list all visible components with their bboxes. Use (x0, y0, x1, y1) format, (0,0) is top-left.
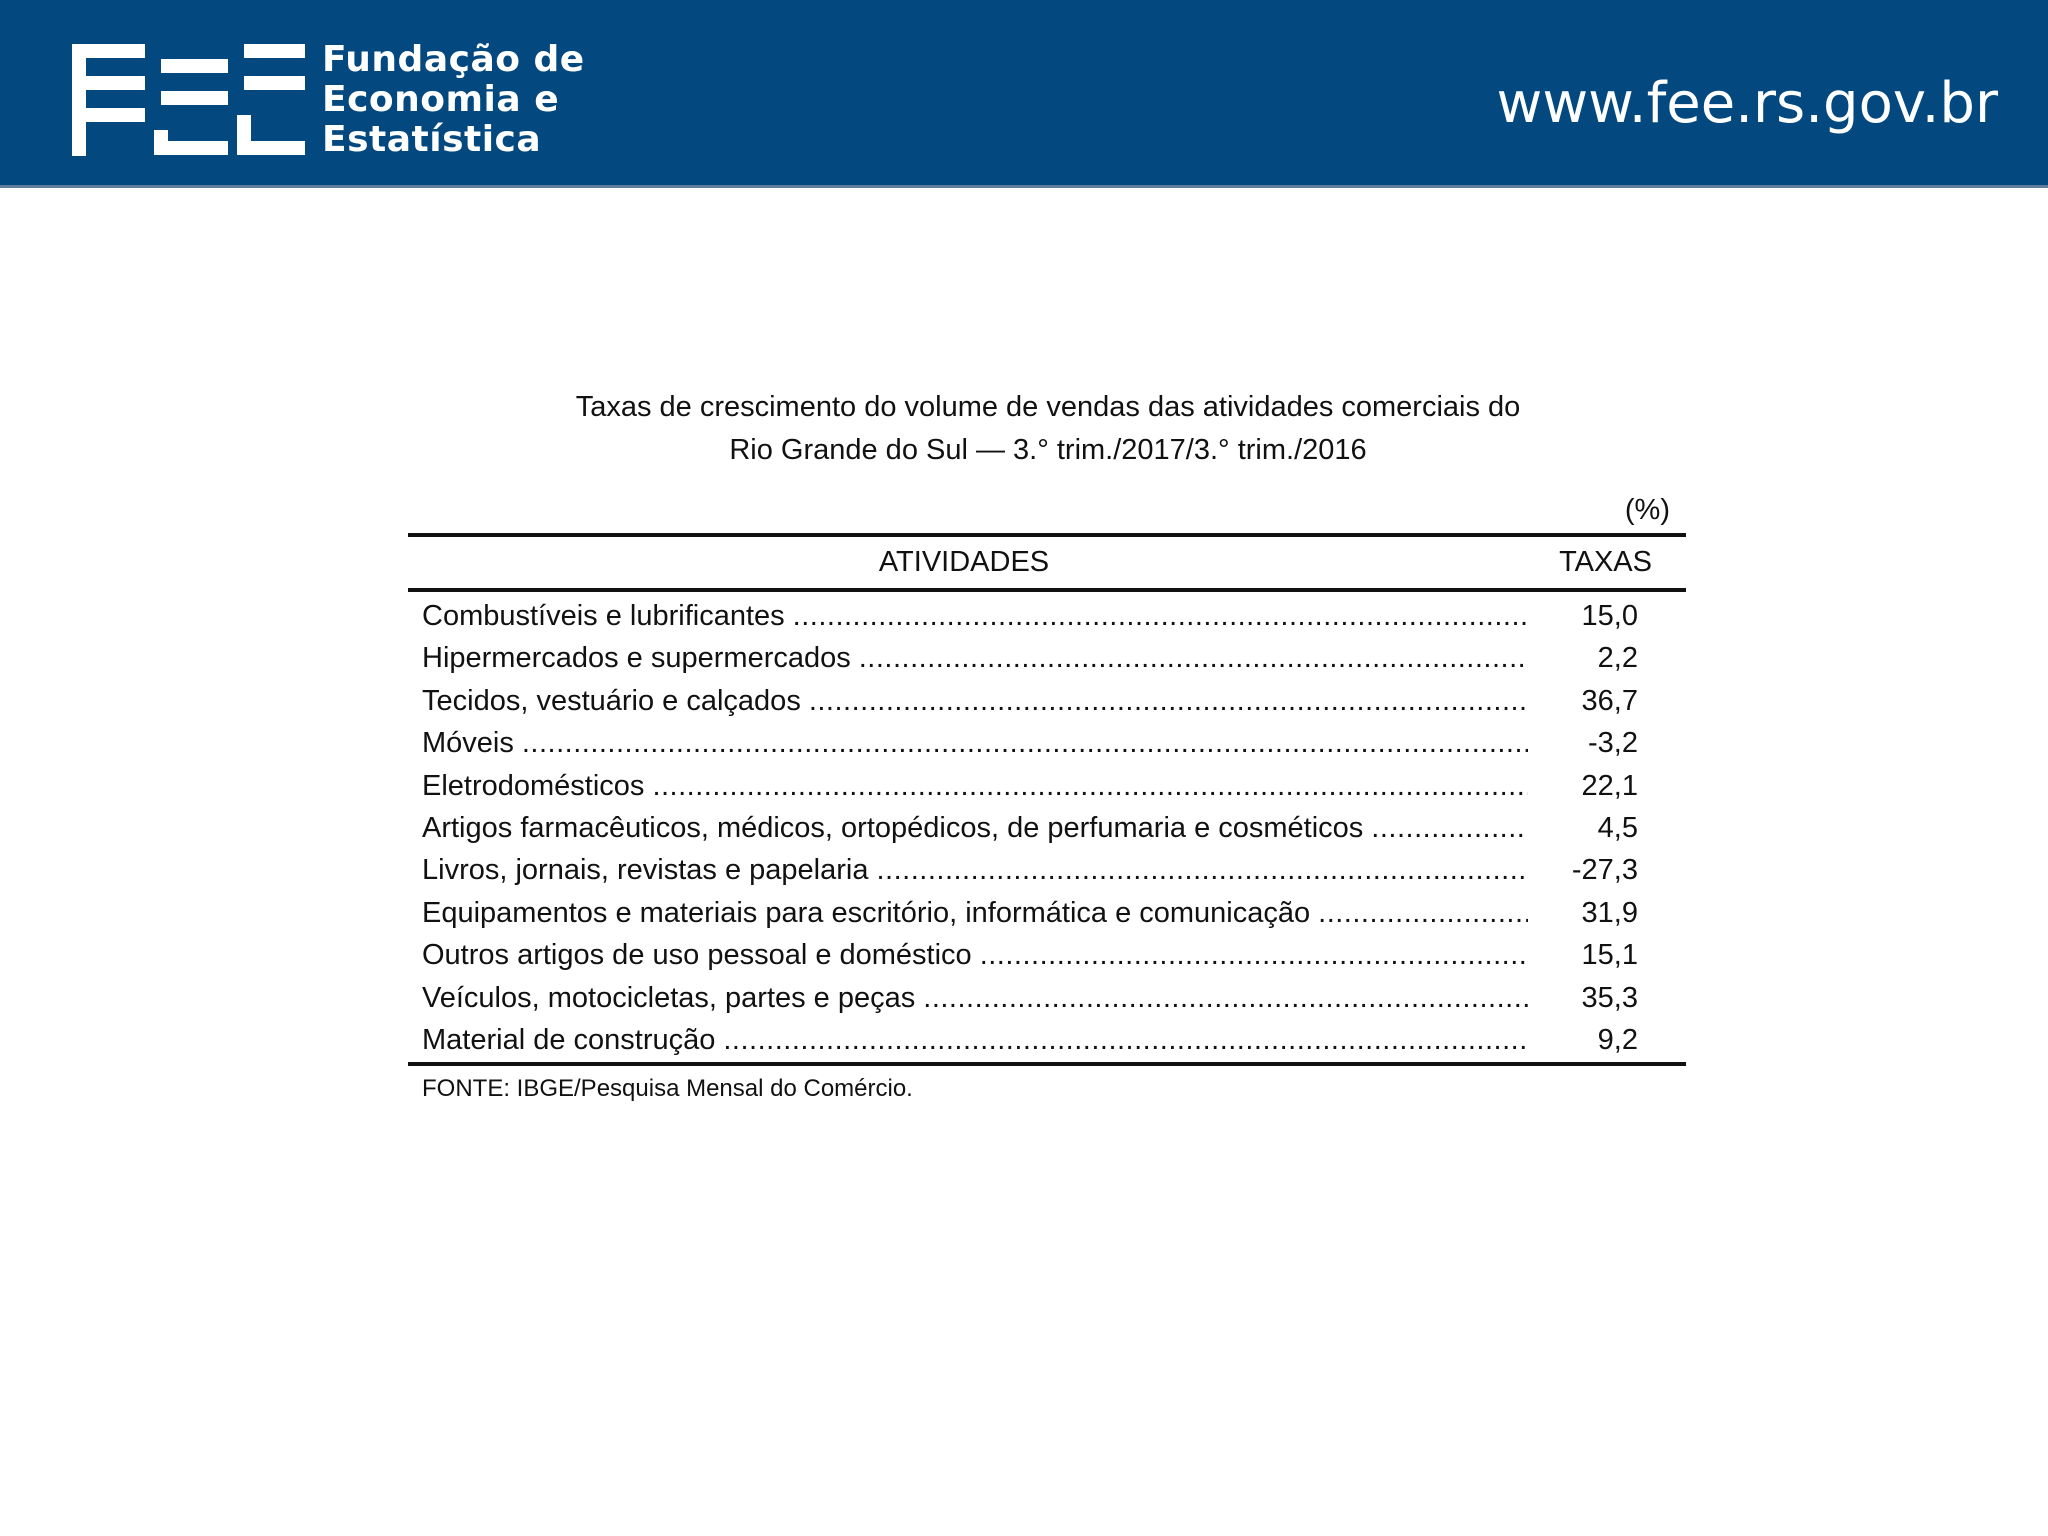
logo-line-3: Estatística (322, 119, 542, 160)
row-value: 15,0 (1581, 600, 1638, 632)
table-row (408, 977, 1686, 1019)
table-row (408, 637, 1686, 679)
row-label: Livros, jornais, revistas e papelaria (422, 854, 869, 887)
row-label: Tecidos, vestuário e calçados (422, 684, 801, 717)
table-title-line-2: Rio Grande do Sul — 3.° trim./2017/3.° trim./2016 (729, 434, 1367, 466)
row-label: Material de construção (422, 1023, 716, 1056)
leader-dots (793, 595, 1528, 637)
row-value: 35,3 (1581, 981, 1638, 1014)
logo-wordmark (322, 40, 585, 160)
row-label: Artigos farmacêuticos, médicos, ortopédicos, de perfumaria e cosméticos (422, 811, 1364, 844)
row-value: -27,3 (1571, 854, 1638, 887)
table-row (408, 722, 1686, 764)
table-row (408, 849, 1686, 891)
row-value: 4,5 (1597, 811, 1638, 844)
leader-dots (652, 765, 1528, 807)
table-title (410, 386, 1686, 472)
source-note: FONTE: IBGE/Pesquisa Mensal do Comércio. (422, 1075, 913, 1103)
leader-dots (876, 849, 1528, 891)
table-row (408, 807, 1686, 849)
row-label: Móveis (422, 727, 514, 760)
row-value: 31,9 (1581, 896, 1638, 929)
table-title-line-1: Taxas de crescimento do volume de vendas das atividades comerciais do (575, 391, 1521, 423)
row-label: Outros artigos de uso pessoal e doméstico (422, 939, 972, 972)
row-label: Hipermercados e supermercados (422, 642, 851, 675)
row-label: Veículos, motocicletas, partes e peças (422, 981, 916, 1014)
growth-rates-table (408, 533, 1686, 1104)
leader-dots (809, 680, 1528, 722)
fee-logo-icon (72, 44, 312, 156)
row-value: 9,2 (1597, 1023, 1638, 1056)
table-body (408, 592, 1686, 1061)
header-banner (0, 0, 2048, 188)
leader-dots (859, 637, 1528, 679)
leader-dots (980, 934, 1528, 976)
leader-dots (1371, 807, 1528, 849)
table-row (408, 680, 1686, 722)
leader-dots (923, 977, 1528, 1019)
table-row (408, 595, 1686, 637)
row-label: Combustíveis e lubrificantes (422, 600, 785, 632)
table-header-row (408, 537, 1686, 592)
row-value: 22,1 (1581, 769, 1638, 802)
logo-line-1: Fundação de (322, 39, 585, 80)
column-header-rates: TAXAS (1559, 546, 1652, 578)
column-header-activities: ATIVIDADES (878, 546, 1050, 578)
table-bottom-rule (408, 1062, 1686, 1066)
row-value: 2,2 (1597, 642, 1638, 675)
leader-dots (522, 722, 1528, 764)
unit-label: (%) (1624, 494, 1670, 526)
leader-dots (723, 1019, 1528, 1061)
row-label: Equipamentos e materiais para escritório, informática e comunicação (422, 896, 1311, 929)
row-label: Eletrodomésticos (422, 769, 645, 802)
table-row (408, 892, 1686, 934)
logo-line-2: Economia e (322, 79, 560, 120)
table-row (408, 1019, 1686, 1061)
row-value: -3,2 (1588, 727, 1638, 760)
table-row (408, 934, 1686, 976)
row-value: 36,7 (1581, 684, 1638, 717)
site-url[interactable]: www.fee.rs.gov.br (1496, 71, 1998, 136)
leader-dots (1318, 892, 1528, 934)
table-row (408, 765, 1686, 807)
row-value: 15,1 (1581, 939, 1638, 972)
